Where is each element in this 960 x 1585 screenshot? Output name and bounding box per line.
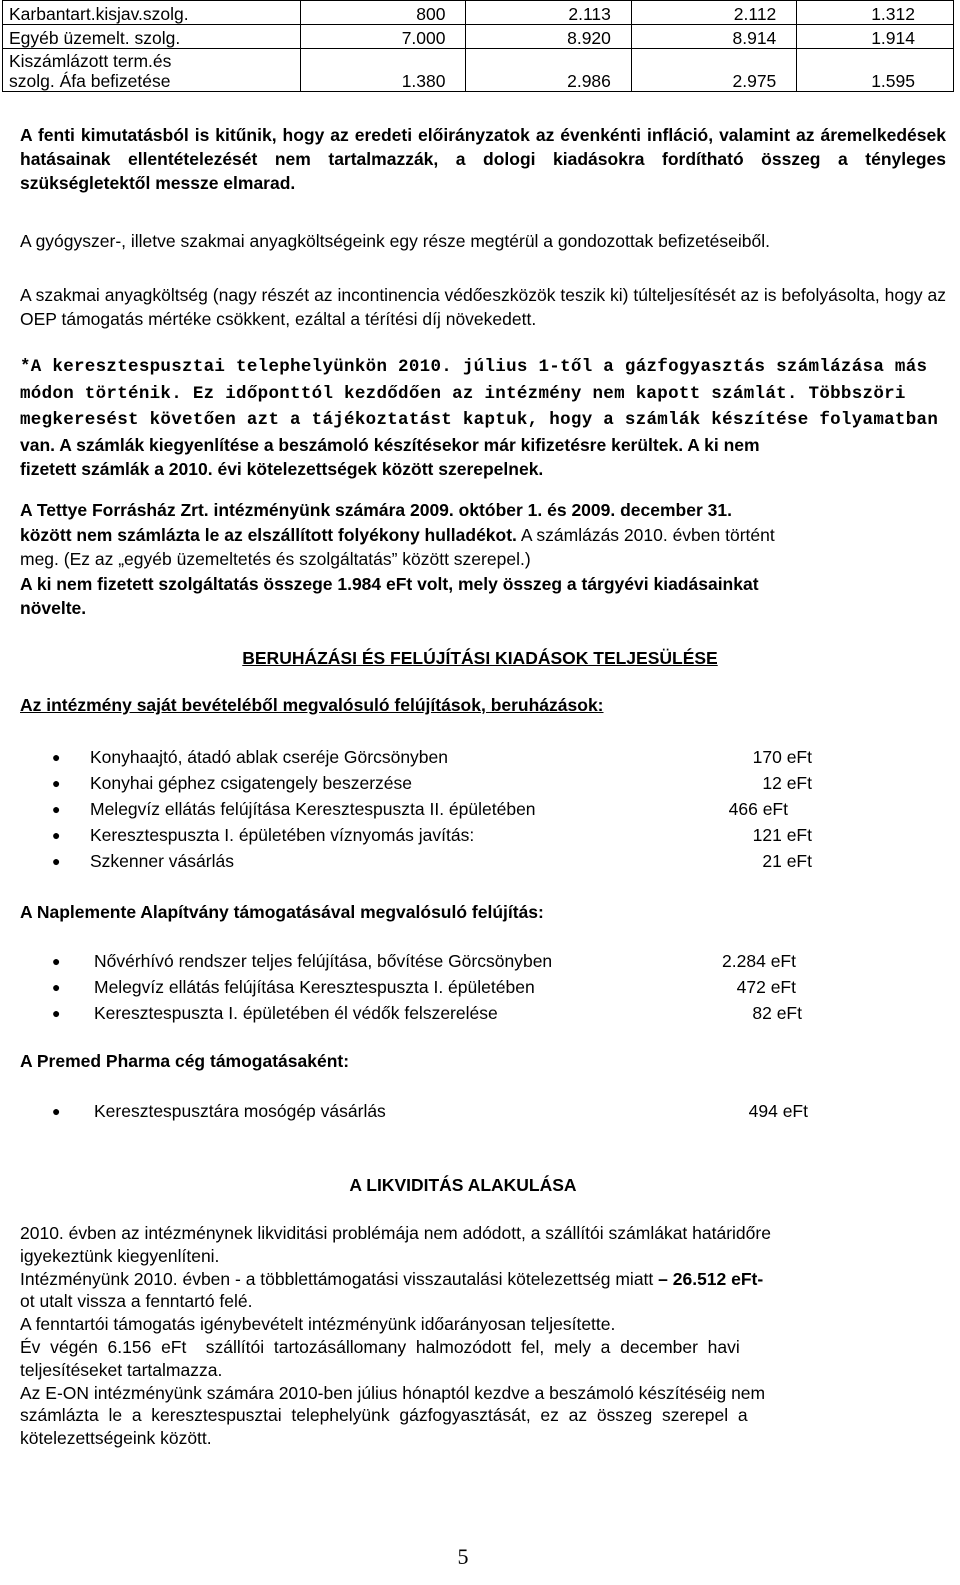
item-amount: 121 eFt xyxy=(752,825,812,845)
tettye-line-bold: között nem számlázta le az elszállított folyékony hulladékot. xyxy=(20,524,517,545)
subheading-premed: A Premed Pharma cég támogatásaként: xyxy=(20,1051,350,1071)
paragraph-medicine: A gyógyszer-, illetve szakmai anyagköltségeink egy része megtérül a gondozottak befizetéseiből. xyxy=(20,231,770,251)
list-own-revenue xyxy=(52,744,812,874)
tettye-line: A ki nem fizetett szolgáltatás összege 1.984 eFt volt, mely összeg a tárgyévi kiadásainkat xyxy=(20,573,759,594)
list-item xyxy=(52,744,812,770)
item-amount: 170 eFt xyxy=(752,747,812,767)
gas-line: fizetett számlák a 2010. évi kötelezettségek között szerepelnek. xyxy=(20,459,544,479)
paragraph-tettye xyxy=(20,498,946,621)
list-premed xyxy=(52,1098,832,1124)
list-item xyxy=(52,822,812,848)
item-label: Konyhai géphez csigatengely beszerzése xyxy=(90,773,413,793)
liquidity-line: ot utalt vissza a fenntartó felé. xyxy=(20,1291,253,1312)
subheading-naplemente: A Naplemente Alapítvány támogatásával megvalósuló felújítás: xyxy=(20,902,544,922)
cell-value: 1.595 xyxy=(797,49,954,92)
gas-line: *A keresztespusztai telephelyünkön 2010. július 1-től a gázfogyasztás számlázása más xyxy=(20,357,928,377)
liquidity-line: 2010. évben az intézménynek likviditási problémája nem adódott, a szállítói számlákat határidőre xyxy=(20,1223,771,1243)
list-item xyxy=(52,1000,812,1026)
list-item xyxy=(52,974,812,1000)
item-label: Keresztespuszta I. épületében víznyomás javítás: xyxy=(90,825,475,845)
paragraph-liquidity xyxy=(20,1222,946,1450)
bullet-icon: ● xyxy=(52,953,61,969)
cell-value: 7.000 xyxy=(301,25,466,49)
list-naplemente xyxy=(52,948,812,1026)
cell-value: 1.312 xyxy=(797,1,954,25)
row-label-line: szolg. Áfa befizetése xyxy=(9,71,171,91)
tettye-line: A Tettye Forrásház Zrt. intézményünk számára 2009. október 1. és 2009. december 31. xyxy=(20,500,732,520)
table-row xyxy=(3,1,954,25)
tettye-line: növelte. xyxy=(20,598,87,618)
liquidity-line: igyekeztünk kiegyenlíteni. xyxy=(20,1245,220,1266)
paragraph-gas-billing xyxy=(20,353,946,482)
cell-value: 2.113 xyxy=(466,1,631,25)
liquidity-line: kötelezettségeink között. xyxy=(20,1428,212,1449)
bullet-icon: ● xyxy=(52,853,61,869)
list-item xyxy=(52,1098,832,1124)
bullet-icon: ● xyxy=(52,775,61,791)
subheading-own-revenue: Az intézmény saját bevételéből megvalósuló felújítások, beruházások: xyxy=(20,695,604,715)
row-label-line: Kiszámlázott term.és xyxy=(9,51,172,71)
cell-value: 2.112 xyxy=(631,1,796,25)
liquidity-amount: – 26.512 eFt- xyxy=(658,1268,764,1289)
item-label: Melegvíz ellátás felújítása Keresztespuszta I. épületében xyxy=(94,977,535,997)
item-amount: 12 eFt xyxy=(762,773,812,793)
liquidity-line: teljesítéseket tartalmazza. xyxy=(20,1359,223,1380)
item-amount: 21 eFt xyxy=(762,851,812,871)
cell-value: 1.380 xyxy=(301,49,466,92)
section-heading-investments: BERUHÁZÁSI ÉS FELÚJÍTÁSI KIADÁSOK TELJESÜLÉSE xyxy=(242,648,718,668)
item-label: Nővérhívó rendszer teljes felújítása, bővítése Görcsönyben xyxy=(94,951,553,971)
cell-value: 800 xyxy=(301,1,466,25)
item-amount: 2.284 eFt xyxy=(722,951,796,971)
expense-table xyxy=(2,0,954,92)
item-amount: 472 eFt xyxy=(736,977,796,997)
liquidity-line: Év végén 6.156 eFt szállítói tartozásállomany halmozódott fel, mely a december havi xyxy=(20,1336,740,1357)
bullet-icon: ● xyxy=(52,1005,61,1021)
liquidity-line: A fenntartói támogatás igénybevételt intézményünk időarányosan teljesítette. xyxy=(20,1314,616,1335)
cell-value: 8.914 xyxy=(631,25,796,49)
bullet-icon: ● xyxy=(52,827,61,843)
bullet-icon: ● xyxy=(52,1103,61,1119)
bullet-icon: ● xyxy=(52,749,61,765)
item-amount: 494 eFt xyxy=(748,1101,808,1121)
paragraph-material-cost: A szakmai anyagköltség (nagy részét az incontinencia védőeszközök teszik ki) túlteljesítését az is befolyásolta, hogy az OEP támogatás mértéke csökkent, ezáltal a térítési díj növekedett. xyxy=(20,285,946,329)
liquidity-line: számlázta le a keresztespusztai telephelyünk gázfogyasztását, ez az összeg szerepel a xyxy=(20,1405,748,1426)
cell-value: 1.914 xyxy=(797,25,954,49)
gas-line: van. A számlák kiegyenlítése a beszámoló készítésekor már kifizetésre kerültek. A ki nem xyxy=(20,434,760,455)
list-item xyxy=(52,770,812,796)
gas-line: módon történik. Ez időponttól kezdődően az intézmény nem kapott számlát. Többszöri xyxy=(20,383,906,404)
row-label xyxy=(3,49,301,92)
list-item xyxy=(52,848,812,874)
cell-value: 2.986 xyxy=(466,49,631,92)
cell-value: 8.920 xyxy=(466,25,631,49)
item-label: Melegvíz ellátás felújítása Keresztespuszta II. épületében xyxy=(90,799,536,819)
liquidity-line: Intézményünk 2010. évben - a többlettámogatási visszautalási kötelezettség miatt xyxy=(20,1268,659,1289)
bullet-icon: ● xyxy=(52,979,61,995)
item-label: Keresztespuszta I. épületében él védők felszerelése xyxy=(94,1003,498,1023)
table-row xyxy=(3,25,954,49)
table-row xyxy=(3,49,954,92)
tettye-line-normal: A számlázás 2010. évben történt xyxy=(516,524,775,545)
list-item xyxy=(52,796,812,822)
item-label: Konyhaajtó, átadó ablak cseréje Görcsönyben xyxy=(90,747,449,767)
item-amount: 466 eFt xyxy=(728,799,788,819)
item-label: Keresztespusztára mosógép vásárlás xyxy=(94,1101,386,1121)
row-label: Egyéb üzemelt. szolg. xyxy=(3,25,301,49)
item-amount: 82 eFt xyxy=(752,1003,802,1023)
list-item xyxy=(52,948,812,974)
cell-value: 2.975 xyxy=(631,49,796,92)
bullet-icon: ● xyxy=(52,801,61,817)
paragraph-inflation: A fenti kimutatásból is kitűnik, hogy az eredeti előirányzatok az évenkénti infláció, valamint az áremelkedések hatásainak ellentételezését nem tartalmazzák, a dologi kiadásokra fordítható összeg a tényleges szükségletektől messze elmarad. xyxy=(20,125,946,193)
section-heading-liquidity: A LIKVIDITÁS ALAKULÁSA xyxy=(349,1175,577,1195)
tettye-line: meg. (Ez az „egyéb üzemeltetés és szolgáltatás” között szerepel.) xyxy=(20,549,531,569)
item-label: Szkenner vásárlás xyxy=(90,851,234,871)
gas-line: megkeresést követően azt a tájékoztatást kaptuk, hogy a számlák készítése folyamatban xyxy=(20,410,939,430)
liquidity-line: Az E-ON intézményünk számára 2010-ben július hónaptól kezdve a beszámoló készítéséig nem xyxy=(20,1382,766,1403)
row-label: Karbantart.kisjav.szolg. xyxy=(3,1,301,25)
page-number: 5 xyxy=(457,1544,469,1569)
